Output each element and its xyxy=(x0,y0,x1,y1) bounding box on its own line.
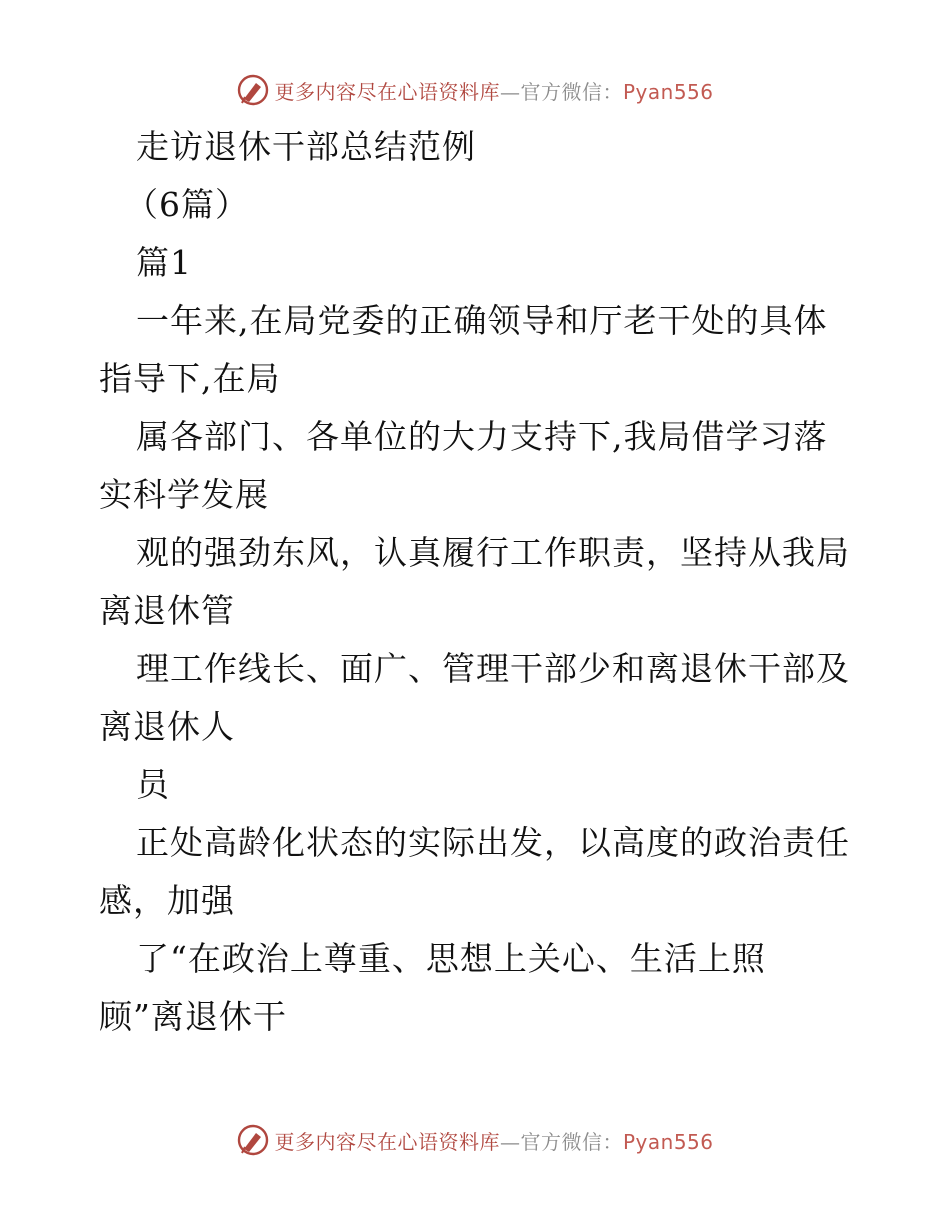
paragraph-line: 离退休管 xyxy=(99,591,235,630)
paragraph-line: 指导下,在局 xyxy=(99,359,281,398)
header-banner xyxy=(0,70,950,110)
banner-wechat-id: Pyan556 xyxy=(622,79,714,104)
banner-wechat-id: Pyan556 xyxy=(622,1129,714,1154)
banner-dash: — xyxy=(499,79,521,104)
paragraph-line: 员 xyxy=(136,765,170,804)
paragraph-line: 观的强劲东风，认真履行工作职责，坚持从我局 xyxy=(136,533,850,572)
banner-dash: — xyxy=(499,1129,521,1154)
paragraph-line: 正处高龄化状态的实际出发，以高度的政治责任 xyxy=(136,823,850,862)
banner-wechat-label: 官方微信： xyxy=(520,1129,623,1154)
banner-text xyxy=(274,76,713,105)
section-heading: 篇1 xyxy=(136,243,192,282)
paragraph-line: 实科学发展 xyxy=(99,475,269,514)
footer-banner xyxy=(0,1120,950,1160)
document-subtitle: （6篇） xyxy=(125,185,249,224)
paragraph-line: 一年来,在局党委的正确领导和厅老干处的具体 xyxy=(136,301,828,340)
paragraph-line: 属各部门、各单位的大力支持下,我局借学习落 xyxy=(136,417,828,456)
banner-wechat-label: 官方微信： xyxy=(520,79,623,104)
paragraph-line: 理工作线长、面广、管理干部少和离退休干部及 xyxy=(136,649,850,688)
document-title: 走访退休干部总结范例 xyxy=(136,127,476,166)
banner-brand: 更多内容尽在心语资料库 xyxy=(274,1129,500,1154)
paragraph-line: 了“在政治上尊重、思想上关心、生活上照 xyxy=(136,939,766,978)
banner-text xyxy=(274,1126,713,1155)
paragraph-line: 顾”离退休干 xyxy=(99,997,287,1036)
paragraph-line: 感，加强 xyxy=(99,881,235,920)
pen-logo-icon xyxy=(236,1123,270,1157)
pen-logo-icon xyxy=(236,73,270,107)
banner-brand: 更多内容尽在心语资料库 xyxy=(274,79,500,104)
paragraph-line: 离退休人 xyxy=(99,707,235,746)
